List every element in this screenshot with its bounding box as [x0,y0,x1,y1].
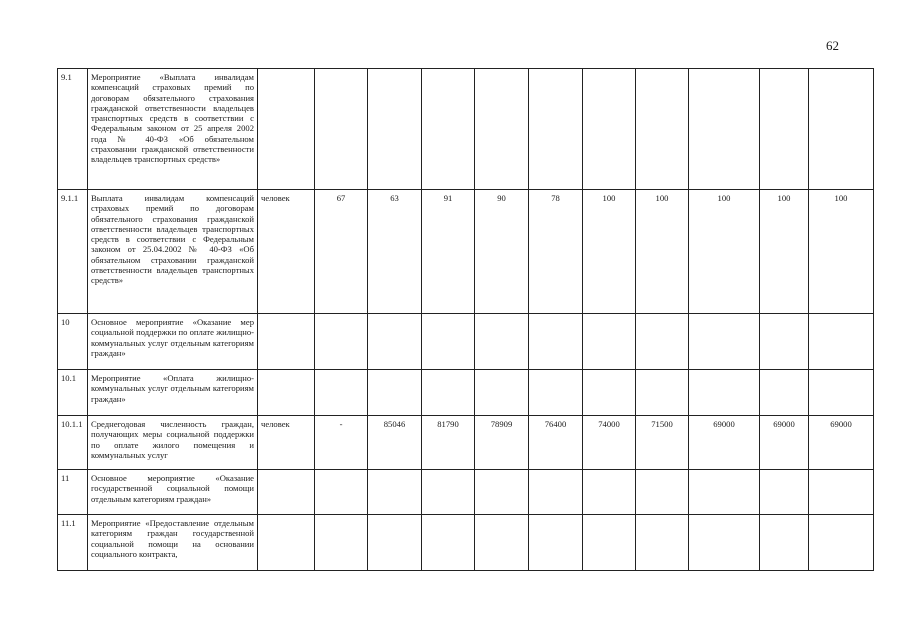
row-value: 71500 [636,416,689,470]
row-value: 100 [689,190,760,314]
page-number: 62 [826,38,839,53]
table-row [58,69,874,190]
row-name: Основное мероприятие «Оказание государственной социальной помощи отдельным категориям граждан» [88,470,258,515]
row-number: 11 [58,470,88,515]
table-row [58,370,874,416]
row-value [529,314,583,370]
row-number: 10.1 [58,370,88,416]
row-value [529,515,583,571]
row-value [475,69,529,190]
row-value [636,370,689,416]
row-value: 85046 [368,416,422,470]
row-unit: человек [258,190,315,314]
row-value [809,370,874,416]
row-value [422,515,475,571]
row-unit [258,515,315,571]
row-value [583,69,636,190]
row-number: 11.1 [58,515,88,571]
row-value: 69000 [809,416,874,470]
row-value [689,314,760,370]
row-unit [258,69,315,190]
row-name: Выплата инвалидам компенсаций страховых премий по договорам обязательного страхования гражданской ответственности владельцев транспортных средств в соответствии с Федеральным законом от 25.04.2002 № 40-ФЗ «Об обязательном страховании гражданской ответственности владельцев транспортных средств» [88,190,258,314]
row-name: Мероприятие «Предоставление отдельным категориям граждан государственной социальной помощи на основании социального контракта, [88,515,258,571]
row-value: 69000 [689,416,760,470]
row-value [583,370,636,416]
row-value [315,470,368,515]
row-value [689,370,760,416]
row-value [636,314,689,370]
row-value [422,370,475,416]
row-value [475,470,529,515]
row-value [315,515,368,571]
table-row [58,470,874,515]
row-value [475,314,529,370]
row-number: 9.1.1 [58,190,88,314]
row-value [809,470,874,515]
row-value: 91 [422,190,475,314]
row-value [689,515,760,571]
row-value: 69000 [760,416,809,470]
row-value [475,515,529,571]
row-value: 90 [475,190,529,314]
row-value: - [315,416,368,470]
row-name: Мероприятие «Выплата инвалидам компенсаций страховых премий по договорам обязательного страхования гражданской ответственности владельцев транспортных средств в соответствии с Федеральным законом от 25 апреля 2002 года № 40-ФЗ «Об обязательном страховании гражданской ответственности владельцев транспортных средств» [88,69,258,190]
row-value [368,515,422,571]
row-value: 100 [636,190,689,314]
row-value [529,69,583,190]
row-value [422,69,475,190]
row-value: 100 [809,190,874,314]
row-value: 67 [315,190,368,314]
table-row [58,416,874,470]
row-value [368,470,422,515]
table-row [58,515,874,571]
row-number: 10.1.1 [58,416,88,470]
row-value [760,370,809,416]
row-unit [258,370,315,416]
row-value: 100 [760,190,809,314]
row-value [368,69,422,190]
row-value [475,370,529,416]
row-value: 74000 [583,416,636,470]
row-value [422,314,475,370]
row-value [809,314,874,370]
row-value [809,69,874,190]
row-value [583,314,636,370]
row-name: Мероприятие «Оплата жилищно-коммунальных услуг отдельным категориям граждан» [88,370,258,416]
row-unit: человек [258,416,315,470]
row-value [760,470,809,515]
row-value [368,370,422,416]
indicators-table [57,68,874,571]
row-value [315,69,368,190]
row-value [636,470,689,515]
row-value [315,314,368,370]
row-unit [258,314,315,370]
row-value [689,69,760,190]
table-row [58,190,874,314]
row-value [760,69,809,190]
row-value [529,470,583,515]
table-row [58,314,874,370]
row-value [760,314,809,370]
row-number: 10 [58,314,88,370]
row-value: 81790 [422,416,475,470]
row-number: 9.1 [58,69,88,190]
row-value [636,69,689,190]
row-value [315,370,368,416]
row-value [529,370,583,416]
row-name: Основное мероприятие «Оказание мер социальной поддержки по оплате жилищно-коммунальных услуг отдельным категориям граждан» [88,314,258,370]
row-value [422,470,475,515]
row-value [583,470,636,515]
row-value: 76400 [529,416,583,470]
row-value: 100 [583,190,636,314]
row-value [689,470,760,515]
row-value [809,515,874,571]
row-value: 78909 [475,416,529,470]
row-value: 78 [529,190,583,314]
row-value [760,515,809,571]
row-value [636,515,689,571]
row-value [368,314,422,370]
row-name: Среднегодовая численность граждан, получающих меры социальной поддержки по оплате жилого помещения и коммунальных услуг [88,416,258,470]
row-unit [258,470,315,515]
row-value [583,515,636,571]
row-value: 63 [368,190,422,314]
